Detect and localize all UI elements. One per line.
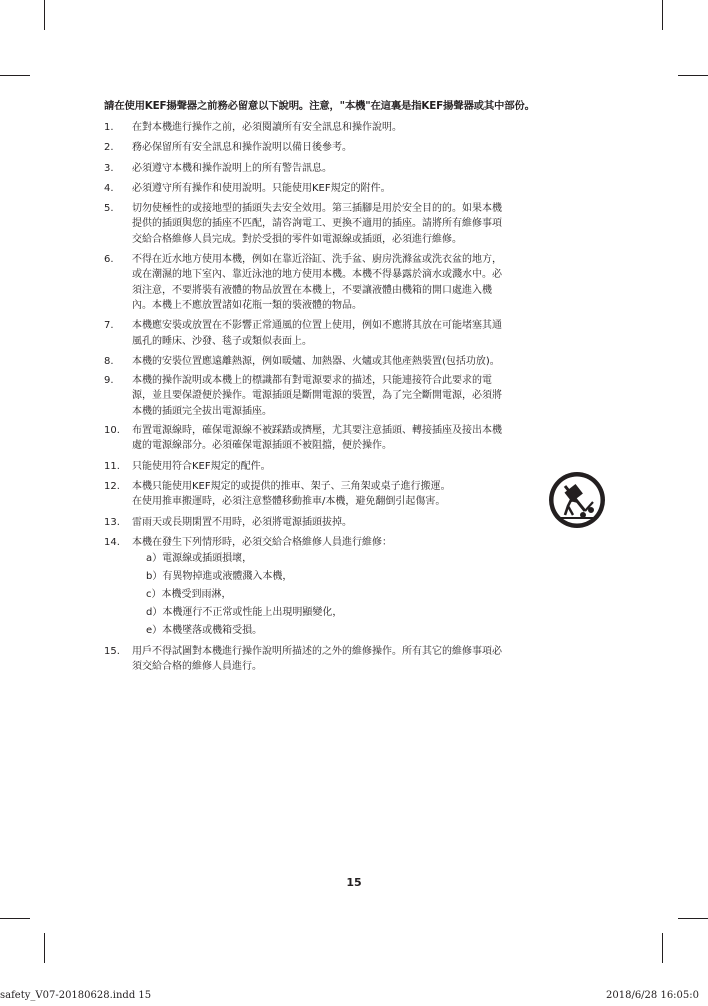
item-text-line: 在對本機進行操作之前，必須閱讀所有安全訊息和操作說明。 (132, 122, 402, 133)
item-text-line: 本機應安裝或放置在不影響正常通風的位置上使用，例如不應將其放在可能堵塞其通 (132, 320, 502, 332)
instruction-list (104, 120, 604, 675)
item-text (132, 459, 604, 474)
page-heading: 請在使用KEF揚聲器之前務必留意以下說明。注意，"本機"在這裏是指KEF揚聲器或其中部份。 (104, 100, 535, 112)
sub-item: d）本機運行不正常或性能上出現明顯變化， (146, 607, 343, 619)
list-item (104, 459, 604, 474)
cart-tip-over-warning-icon (548, 471, 606, 529)
item-text-line: 本機只能使用KEF規定的或提供的推車、架子、三角架或桌子進行搬運。 (132, 480, 451, 492)
item-text-line: 本機的插頭完全拔出電源插座。 (132, 405, 272, 417)
item-text-line: 本機在發生下列情形時，必須交給合格維修人員進行維修： (132, 536, 392, 548)
sub-item: a）電源線或插頭損壞， (146, 553, 253, 565)
item-text (132, 479, 604, 510)
page-number: 15 (346, 876, 362, 889)
sub-item: b）有異物掉進或液體濺入本機， (146, 571, 293, 583)
crop-mark (44, 0, 45, 30)
item-text (132, 644, 604, 675)
crop-mark (662, 0, 663, 30)
footer-file-name: safety_V07-20180628.indd 15 (0, 990, 152, 1001)
item-text (132, 201, 604, 247)
item-number: 3. (104, 162, 114, 174)
item-text-line: 不得在近水地方使用本機，例如在靠近浴缸、洗手盆、廚房洗滌盆或洗衣盆的地方， (132, 254, 502, 266)
item-text (132, 161, 604, 176)
list-item (104, 318, 604, 349)
list-item (104, 535, 604, 640)
list-item (104, 373, 604, 419)
item-text-line: 只能使用符合KEF規定的配件。 (132, 460, 271, 472)
item-number: 4. (104, 182, 114, 194)
sub-item: e）本機墜落或機箱受損。 (146, 625, 263, 637)
list-item (104, 252, 604, 313)
list-item (104, 201, 604, 247)
item-number: 1. (104, 122, 114, 133)
item-text-line: 務必保留所有安全訊息和操作說明以備日後參考。 (132, 142, 352, 154)
sub-item: c）本機受到雨淋， (146, 589, 232, 601)
item-text (132, 181, 604, 196)
item-number: 8. (104, 355, 114, 367)
item-text-line: 本機的操作說明或本機上的標識都有對電源要求的描述，只能連接符合此要求的電 (132, 375, 492, 387)
item-number: 14. (104, 536, 120, 548)
item-text (132, 252, 604, 313)
item-text-line: 風孔的睡床、沙發、毯子或類似表面上。 (132, 335, 312, 347)
item-number: 6. (104, 254, 114, 266)
safety-instructions (104, 99, 604, 675)
item-text-line: 必須遵守本機和操作說明上的所有警告訊息。 (132, 162, 332, 174)
item-number: 11. (104, 460, 120, 472)
item-text-line: 布置電源線時，確保電源線不被踩踏或擠壓，尤其要注意插頭、轉接插座及接出本機 (132, 425, 502, 437)
item-text (132, 354, 604, 369)
item-text-line: 雷雨天或長期閑置不用時，必須將電源插頭拔掉。 (132, 516, 352, 528)
crop-mark (44, 933, 45, 963)
item-text-line: 切勿使極性的或接地型的插頭失去安全效用。第三插腳是用於安全目的的。如果本機 (132, 203, 502, 215)
item-number: 5. (104, 203, 114, 215)
item-text (132, 515, 604, 530)
list-item (104, 354, 604, 369)
crop-mark (0, 75, 30, 76)
item-text-line: 或在潮濕的地下室內、靠近泳池的地方使用本機。本機不得暴露於滴水或濺水中。必 (132, 269, 502, 281)
list-item (104, 181, 604, 196)
item-text (132, 318, 604, 349)
item-number: 9. (104, 375, 114, 387)
list-item (104, 479, 604, 510)
item-text-line: 用戶不得試圖對本機進行操作說明所描述的之外的維修操作。所有其它的維修事項必 (132, 646, 502, 658)
crop-mark (662, 933, 663, 963)
item-text (132, 140, 604, 155)
list-item (104, 515, 604, 530)
footer-timestamp: 2018/6/28 16:05:0 (606, 990, 700, 1001)
item-text (132, 535, 604, 640)
item-text-line: 提供的插頭與您的插座不匹配，請咨詢電工、更換不適用的插座。請將所有維修事項 (132, 218, 502, 230)
item-text (132, 373, 604, 419)
item-text-line: 交給合格維修人員完成。對於受損的零件如電源線或插頭，必須進行維修。 (132, 233, 462, 245)
item-text-line: 內。本機上不應放置諸如花瓶一類的裝液體的物品。 (132, 299, 362, 311)
item-number: 10. (104, 425, 120, 437)
list-item (104, 644, 604, 675)
item-text (132, 120, 604, 135)
list-item (104, 423, 604, 454)
item-text-line: 處的電源線部分。必須確保電源插頭不被阻擋，便於操作。 (132, 440, 392, 452)
item-text-line: 源，並且要保證便於操作。電源插頭是斷開電源的裝置，為了完全斷開電源，必須將 (132, 390, 502, 402)
crop-mark (678, 75, 708, 76)
item-number: 15. (104, 646, 120, 658)
item-text-line: 在使用推車搬運時，必須注意整體移動推車/本機，避免翻倒引起傷害。 (132, 496, 446, 508)
list-item (104, 140, 604, 155)
list-item (104, 161, 604, 176)
item-number: 13. (104, 516, 120, 528)
item-text-line: 本機的安裝位置應遠離熱源，例如暖爐、加熱器、火爐或其他產熱裝置(包括功放)。 (132, 355, 500, 367)
crop-mark (0, 918, 30, 919)
item-number: 7. (104, 320, 114, 332)
item-text (132, 423, 604, 454)
item-number: 12. (104, 480, 120, 492)
item-text-line: 須注意，不要將裝有液體的物品放置在本機上，不要讓液體由機箱的開口處進入機 (132, 284, 492, 296)
item-number: 2. (104, 142, 114, 154)
item-text-line: 必須遵守所有操作和使用說明。只能使用KEF規定的附件。 (132, 182, 391, 194)
list-item (104, 120, 604, 135)
item-text-line: 須交給合格的維修人員進行。 (132, 661, 262, 673)
crop-mark (678, 918, 708, 919)
